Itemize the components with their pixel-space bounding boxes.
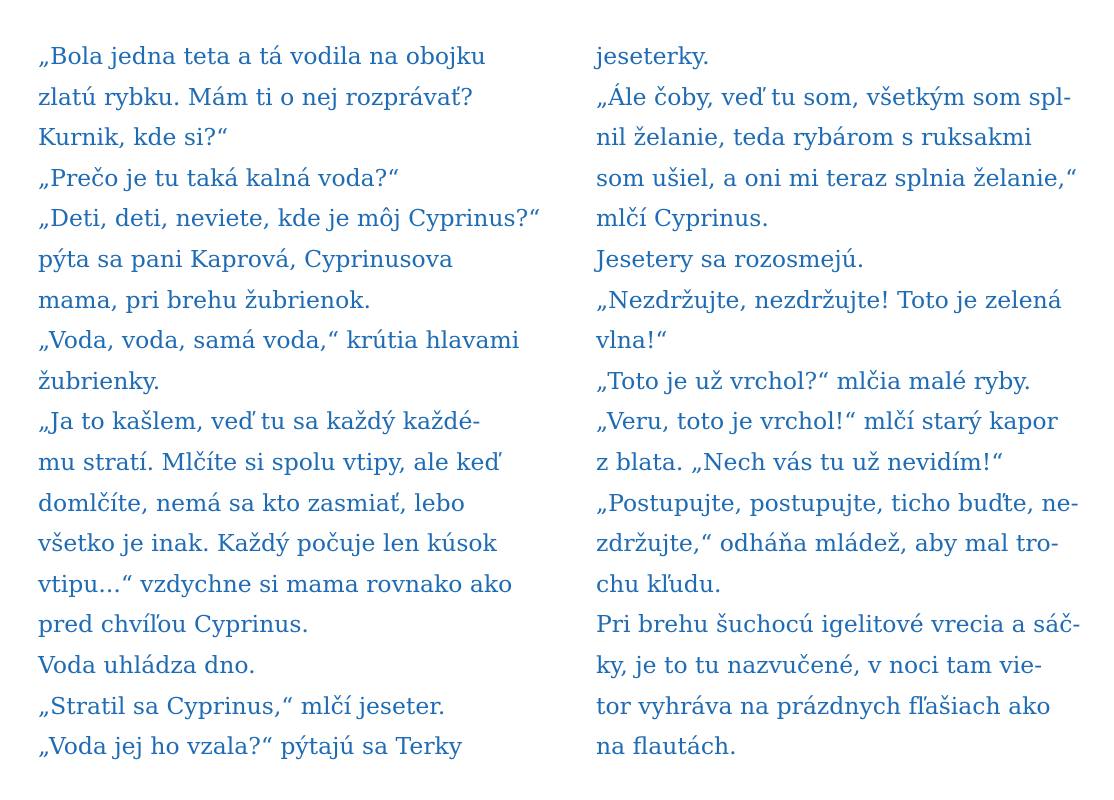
text-line: „Voda, voda, samá voda,“ krútia hlavami	[38, 326, 520, 355]
text-line: „Deti, deti, neviete, kde je môj Cyprinus?“	[38, 204, 541, 233]
text-line: tor vyhráva na prázdnych fľašiach ako	[596, 691, 1051, 720]
text-line: domlčíte, nemá sa kto zasmiať, lebo	[38, 488, 465, 517]
text-line: mlčí Cyprinus.	[596, 204, 769, 233]
text-line: zlatú rybku. Mám ti o nej rozprávať?	[38, 82, 473, 111]
text-line: mama, pri brehu žubrienok.	[38, 285, 371, 314]
text-line: „Nezdržujte, nezdržujte! Toto je zelená	[596, 285, 1062, 314]
text-line: mu stratí. Mlčíte si spolu vtipy, ale keď	[38, 447, 500, 476]
text-line: jeseterky.	[596, 42, 710, 70]
text-line: Kurnik, kde si?“	[38, 123, 229, 152]
right-text-column	[596, 36, 1080, 767]
text-line: chu kľudu.	[596, 569, 722, 598]
text-line: „Prečo je tu taká kalná voda?“	[38, 163, 400, 192]
text-line: z blata. „Nech vás tu už nevidím!“	[596, 447, 1004, 476]
text-line: vtipu...“ vzdychne si mama rovnako ako	[38, 569, 513, 598]
text-line: pýta sa pani Kaprová, Cyprinusova	[38, 244, 453, 273]
text-line: „Veru, toto je vrchol!“ mlčí starý kapor	[596, 407, 1058, 436]
text-line: ky, je to tu nazvučené, v noci tam vie-	[596, 650, 1043, 679]
text-line: „Voda jej ho vzala?“ pýtajú sa Terky	[38, 732, 463, 761]
text-line: všetko je inak. Každý počuje len kúsok	[38, 529, 497, 558]
text-line: „Postupujte, postupujte, ticho buďte, ne-	[596, 488, 1079, 517]
text-line: „Toto je už vrchol?“ mlčia malé ryby.	[596, 366, 1031, 395]
text-line: na flautách.	[596, 732, 737, 761]
left-text-column	[38, 36, 540, 767]
text-line: „Ja to kašlem, veď tu sa každý každé-	[38, 407, 481, 436]
text-line: „Ále čoby, veď tu som, všetkým som spl-	[596, 82, 1072, 111]
text-line: nil želanie, teda rybárom s ruksakmi	[596, 123, 1032, 152]
text-line: Pri brehu šuchocú igelitové vrecia a sáč-	[596, 610, 1081, 639]
text-line: pred chvíľou Cyprinus.	[38, 610, 309, 639]
text-line: vlna!“	[596, 326, 668, 355]
text-line: žubrienky.	[38, 366, 161, 395]
text-line: „Bola jedna teta a tá vodila na obojku	[38, 42, 486, 70]
text-line: Jesetery sa rozosmejú.	[596, 244, 865, 273]
text-line: Voda uhládza dno.	[38, 650, 256, 679]
text-line: som ušiel, a oni mi teraz splnia želanie,“	[596, 163, 1078, 192]
text-line: „Stratil sa Cyprinus,“ mlčí jeseter.	[38, 691, 446, 720]
text-line: zdržujte,“ odháňa mládež, aby mal tro-	[596, 529, 1059, 558]
